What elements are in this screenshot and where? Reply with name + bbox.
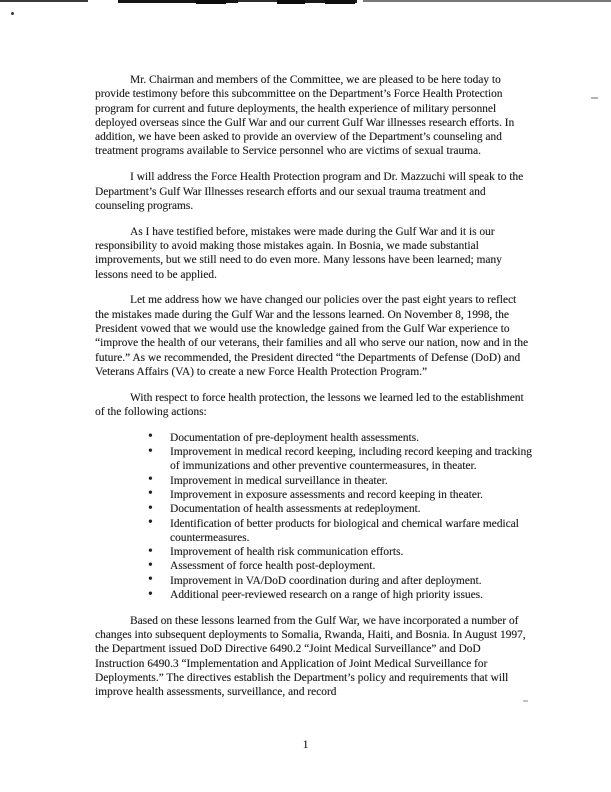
bullet-icon: • <box>148 471 153 487</box>
paragraph-address: I will address the Force Health Protection program and Dr. Mazzuchi will speak to the Department’s Gulf War Illnesses research efforts and our sexual trauma treatment and counseling programs. <box>95 171 524 212</box>
paragraph-intro: Mr. Chairman and members of the Committee, we are pleased to be here today to provide testimony before this subcommittee on the Department’s Force Health Protection program for current and future deployments, the health experience of military personnel deployed overseas since the Gulf War and our current Gulf War illnesses research efforts. In addition, we have been asked to provide an overview of the Department’s counseling and treatment programs available to Service personnel who are victims of sexual trauma. <box>95 74 515 158</box>
list-item <box>148 542 532 559</box>
list-item-text: Improvement in medical record keeping, including record keeping and tracking of immunizations and other preventive countermeasures, in theater. <box>170 446 532 473</box>
document-body <box>95 73 532 711</box>
bullet-icon: • <box>148 485 153 501</box>
list-item <box>148 514 532 546</box>
bullet-icon: • <box>148 571 153 587</box>
bullet-icon: • <box>148 428 153 444</box>
list-item-text: Improvement of health risk communication efforts. <box>170 546 404 559</box>
paragraph-testified: As I have testified before, mistakes were made during the Gulf War and it is our responsibility to avoid making those mistakes again. In Bosnia, we made substantial improvements, but we still need to do even more. Many lessons have been learned; many lessons need to be applied. <box>95 225 502 281</box>
bullet-icon: • <box>148 514 153 530</box>
list-item-text: Improvement in exposure assessments and record keeping in theater. <box>170 488 483 501</box>
actions-bullet-list <box>95 428 532 603</box>
scan-artifact-line <box>0 0 88 2</box>
scan-artifact-line <box>277 0 305 4</box>
list-item-text: Improvement in VA/DoD coordination during and after deployment. <box>170 574 482 587</box>
paragraph-policies: Let me address how we have changed our policies over the past eight years to reflect the mistakes made during the Gulf War and the lessons learned. On November 8, 1998, the President vowed that we would use the knowledge gained from the Gulf War experience to “improve the health of our veterans, their families and all who serve our nation, now and in the future.” As we recommended, the President directed “the Departments of Defense (DoD) and Veterans Affairs (VA) to create a new Force Health Protection Program.” <box>95 294 529 378</box>
list-item <box>148 571 532 588</box>
list-item <box>148 585 532 602</box>
list-item <box>148 499 532 516</box>
scan-artifact-line <box>196 0 226 4</box>
scan-speck <box>11 12 14 15</box>
scan-artifact-line <box>363 0 611 2</box>
paragraph-closing: Based on these lessons learned from the Gulf War, we have incorporated a number of changes into subsequent deployments to Somalia, Rwanda, Haiti, and Bosnia. In August 1997, the Department issued DoD Directive 6490.2 “Joint Medical Surveillance” and DoD Instruction 6490.3 “Implementation and Application of Joint Medical Surveillance for Deployments.” The directives establish the Department’s policy and requirements that will improve health assessments, surveillance, and record <box>95 614 526 699</box>
list-item-text: Documentation of health assessments at redeployment. <box>170 503 421 516</box>
list-item <box>148 428 532 445</box>
bullet-icon: • <box>148 585 153 601</box>
bullet-icon: • <box>148 556 153 572</box>
page-number: 1 <box>302 739 309 751</box>
list-item-text: Improvement in medical surveillance in theater. <box>170 474 388 487</box>
list-item-text: Identification of better products for biological and chemical warfare medical countermeasures. <box>170 517 519 544</box>
list-item <box>148 471 532 488</box>
bullet-icon: • <box>148 442 153 458</box>
list-item-text: Additional peer-reviewed research on a range of high priority issues. <box>170 589 483 601</box>
scan-artifact-line <box>325 0 355 4</box>
paragraph-lessons-intro: With respect to force health protection, the lessons we learned led to the establishment of the following actions: <box>95 391 524 418</box>
list-item <box>148 442 532 474</box>
list-item <box>148 556 532 573</box>
list-item-text: Documentation of pre-deployment health assessments. <box>170 431 419 444</box>
scan-speck <box>591 97 598 99</box>
list-item-text: Assessment of force health post-deployment. <box>170 560 376 573</box>
bullet-icon: • <box>148 542 153 558</box>
list-item <box>148 485 532 502</box>
bullet-icon: • <box>148 499 153 515</box>
